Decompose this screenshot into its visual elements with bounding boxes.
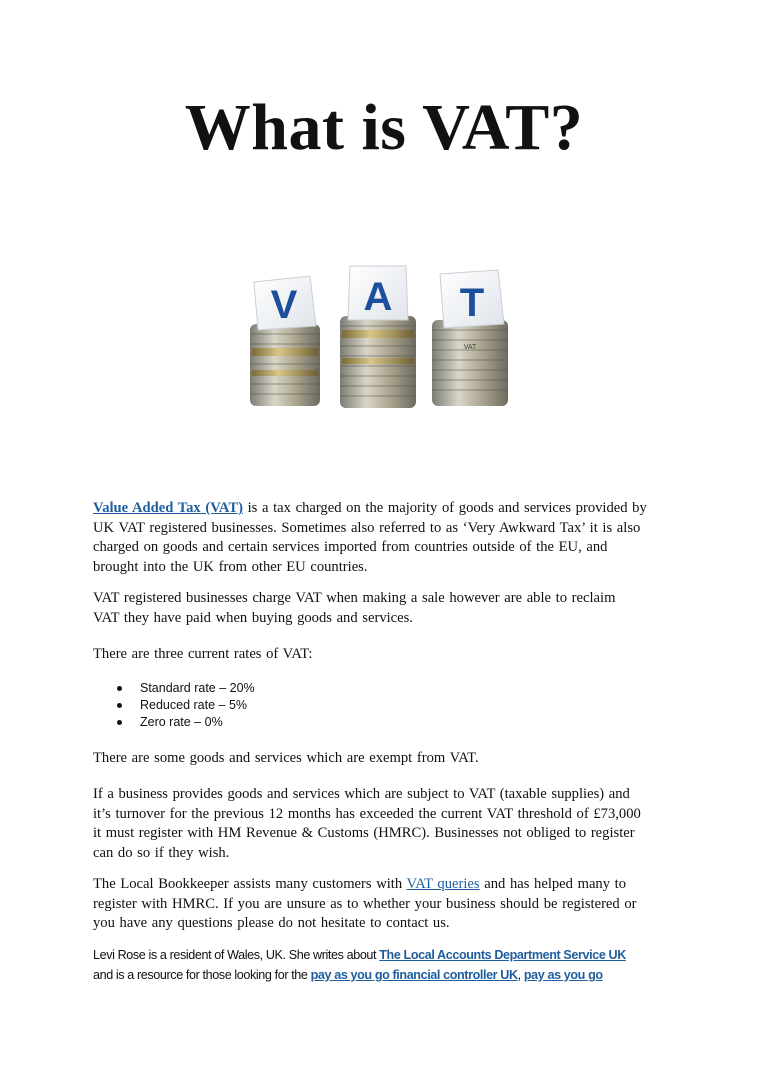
paragraph-register: If a business provides goods and services which are subject to VAT (taxable supplies) and it’s turnover for the previous 12 months has exceeded the current VAT threshold of £73,000 it must register with HM Revenue & Customs (HMRC). Businesses not obliged to register can do so if they wish. [93,786,641,861]
vat-queries-link[interactable]: VAT queries [406,876,480,892]
svg-text:A: A [363,275,393,319]
rates-list [100,680,255,731]
list-item: Standard rate – 20% [100,680,255,697]
paragraph-reclaim: VAT registered businesses charge VAT when making a sale however are able to reclaim VAT they have paid when buying goods and services. [93,590,616,626]
vat-coins-image [236,258,526,418]
paragraph-exempt: There are some goods and services which are exempt from VAT. [93,750,479,766]
die-v [254,276,316,330]
paragraph-bookkeeper: The Local Bookkeeper assists many customers with VAT queries and has helped many to register with HMRC. If you are unsure as to whether your business should be registered or you have any questions please do not hesitate to contact us. [93,876,637,931]
financial-controller-link[interactable]: pay as you go financial controller UK [310,968,518,982]
coin-stack-left [250,324,320,406]
die-a [348,266,408,320]
die-t [440,270,504,328]
local-accounts-link[interactable]: The Local Accounts Department Service UK [379,948,626,962]
vat-link[interactable]: Value Added Tax (VAT) [93,500,243,516]
list-item: Reduced rate – 5% [100,697,255,714]
svg-text:T: T [459,281,485,325]
author-bio: Levi Rose is a resident of Wales, UK. She writes about The Local Accounts Department Service UK and is a resource for those looking for the pay as you go financial controller UK, pay as you go [93,948,626,982]
bullet-icon [117,686,122,691]
svg-text:VAT: VAT [463,344,477,351]
coin-stack-middle [340,316,416,408]
paragraph-rates-intro: There are three current rates of VAT: [93,646,313,662]
coin-stack-right [432,320,508,406]
page-title: What is VAT? [184,91,584,164]
bullet-icon [117,703,122,708]
bullet-icon [117,720,122,725]
pay-as-you-go-link[interactable]: pay as you go [523,968,603,982]
svg-text:V: V [270,283,298,327]
paragraph-intro: Value Added Tax (VAT) is a tax charged on the majority of goods and services provided by UK VAT registered businesses. Sometimes also referred to as ‘Very Awkward Tax’ it is also charged on goods and certain services imported from countries outside of the EU, and brought into the UK from other EU countries. [93,500,647,575]
list-item: Zero rate – 0% [100,714,255,731]
